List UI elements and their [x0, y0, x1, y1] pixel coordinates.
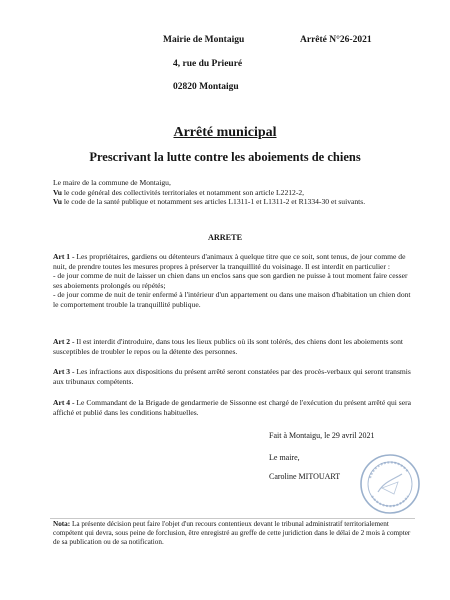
mairie-city: 02820 Montaigu: [173, 82, 239, 92]
signature-name: Caroline MITOUART: [269, 472, 341, 481]
article-1: [53, 252, 411, 310]
article-1-bullet-1: - de jour comme de nuit de laisser un chien dans un enclos sans que son gardien ne puisse à tout moment faire cesser ses aboiements prolongés ou répétés;: [53, 271, 408, 290]
article-1-text: Art 1 - Les propriétaires, gardiens ou détenteurs d'animaux à quelque titre que ce soit, sont tenus, de jour comme de nuit, de prendre toutes les mesures propres à préserver la tranquillité du voisinage. Il est interdit en particulier :: [53, 252, 406, 271]
article-4: Art 4 - Le Commandant de la Brigade de gendarmerie de Sissonne est chargé de l'exécution du présent arrêté qui sera affiché et publié dans les conditions habituelles.: [53, 398, 412, 417]
mairie-name: Mairie de Montaigu: [163, 35, 245, 45]
preamble-vu-1: Vu le code général des collectivités territoriales et notamment son article L2212-2,: [53, 187, 305, 197]
document-subtitle: Prescrivant la lutte contre les aboiements de chiens: [89, 150, 361, 164]
article-1-bullet-2: - de jour comme de nuit de tenir enfermé à l'intérieur d'un appartement ou dans une maison d'habitation un chien dont le comportement trouble la tranquillité publique.: [53, 290, 411, 309]
legal-note: Nota: La présente décision peut faire l'objet d'un recours contentieux devant le tribunal administratif territorialement compétent qui devra, sous peine de forclusion, être enregistré au greffe de cette juridiction dans le délai de 2 mois à compter de sa publication ou de sa notification.: [53, 520, 411, 547]
mairie-address: 4, rue du Prieuré: [173, 59, 243, 69]
article-2: Art 2 - Il est interdit d'introduire, dans tous les lieux publics où ils sont tolérés, des chiens dont les aboiements sont susceptibles de troubler le repos ou la détente des personnes.: [53, 337, 404, 356]
article-3: Art 3 - Les infractions aux dispositions du présent arrêté seront constatées par des procès-verbaux qui seront transmis aux tribunaux compétents.: [53, 367, 411, 386]
arrete-heading: ARRETE: [207, 233, 243, 242]
signature-role: Le maire,: [269, 453, 300, 462]
preamble-vu-2: Vu le code de la santé publique et notamment ses articles L1311-1 et L1311-2 et R1334-30 et suivants.: [53, 197, 366, 207]
note-divider: [50, 518, 415, 519]
official-stamp: [358, 452, 422, 516]
preamble: [53, 178, 411, 207]
arrete-number: Arrêté N°26-2021: [300, 35, 372, 45]
preamble-intro: Le maire de la commune de Montaigu,: [53, 178, 171, 187]
signature-place-date: Fait à Montaigu, le 29 avril 2021: [269, 431, 375, 440]
document-title: Arrêté municipal: [173, 125, 277, 140]
